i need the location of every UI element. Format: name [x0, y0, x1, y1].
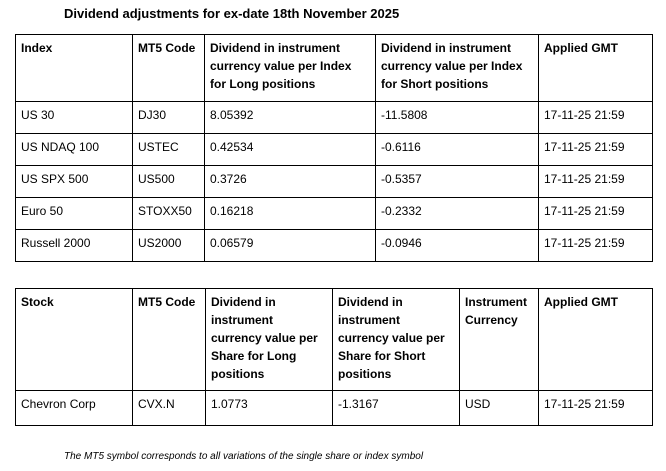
applied-gmt-cell: 17-11-25 21:59 — [539, 391, 653, 426]
column-header-instrument-currency: Instrument Currency — [460, 289, 539, 391]
page-title: Dividend adjustments for ex-date 18th November 2025 — [64, 6, 400, 21]
dividend-short-cell: -0.0946 — [376, 230, 539, 262]
table-row — [16, 102, 653, 134]
applied-gmt-cell: 17-11-25 21:59 — [539, 134, 653, 166]
instrument-currency-cell: USD — [460, 391, 539, 426]
mt5-code-cell: US2000 — [133, 230, 205, 262]
dividend-short-cell: -0.5357 — [376, 166, 539, 198]
dividend-long-cell: 8.05392 — [205, 102, 376, 134]
applied-gmt-cell: 17-11-25 21:59 — [539, 198, 653, 230]
column-header-dividend-long: Dividend in instrument currency value per Index for Long positions — [205, 35, 376, 102]
dividend-short-cell: -0.2332 — [376, 198, 539, 230]
footnote: The MT5 symbol corresponds to all variations of the single share or index symbol — [64, 451, 424, 462]
table-header-row — [16, 35, 653, 102]
column-header-dividend-short: Dividend in instrument currency value per Share for Short positions — [333, 289, 460, 391]
dividend-short-cell: -0.6116 — [376, 134, 539, 166]
column-header-mt5-code: MT5 Code — [133, 35, 205, 102]
mt5-code-cell: US500 — [133, 166, 205, 198]
column-header-stock: Stock — [16, 289, 133, 391]
column-header-applied-gmt: Applied GMT — [539, 289, 653, 391]
table-row — [16, 391, 653, 426]
column-header-index: Index — [16, 35, 133, 102]
applied-gmt-cell: 17-11-25 21:59 — [539, 230, 653, 262]
column-header-dividend-short: Dividend in instrument currency value per Index for Short positions — [376, 35, 539, 102]
mt5-code-cell: CVX.N — [133, 391, 206, 426]
dividend-short-cell: -1.3167 — [333, 391, 460, 426]
table-header-row — [16, 289, 653, 391]
index-dividend-table — [15, 34, 653, 262]
index-name-cell: US SPX 500 — [16, 166, 133, 198]
dividend-long-cell: 1.0773 — [206, 391, 333, 426]
mt5-code-cell: STOXX50 — [133, 198, 205, 230]
table-row — [16, 230, 653, 262]
index-name-cell: Russell 2000 — [16, 230, 133, 262]
applied-gmt-cell: 17-11-25 21:59 — [539, 102, 653, 134]
table-row — [16, 166, 653, 198]
table-row — [16, 134, 653, 166]
column-header-applied-gmt: Applied GMT — [539, 35, 653, 102]
dividend-long-cell: 0.06579 — [205, 230, 376, 262]
dividend-long-cell: 0.42534 — [205, 134, 376, 166]
mt5-code-cell: USTEC — [133, 134, 205, 166]
dividend-short-cell: -11.5808 — [376, 102, 539, 134]
index-name-cell: US NDAQ 100 — [16, 134, 133, 166]
column-header-mt5-code: MT5 Code — [133, 289, 206, 391]
stock-dividend-table — [15, 288, 653, 426]
index-name-cell: US 30 — [16, 102, 133, 134]
dividend-long-cell: 0.3726 — [205, 166, 376, 198]
stock-name-cell: Chevron Corp — [16, 391, 133, 426]
table-row — [16, 198, 653, 230]
dividend-long-cell: 0.16218 — [205, 198, 376, 230]
column-header-dividend-long: Dividend in instrument currency value per Share for Long positions — [206, 289, 333, 391]
index-name-cell: Euro 50 — [16, 198, 133, 230]
applied-gmt-cell: 17-11-25 21:59 — [539, 166, 653, 198]
mt5-code-cell: DJ30 — [133, 102, 205, 134]
